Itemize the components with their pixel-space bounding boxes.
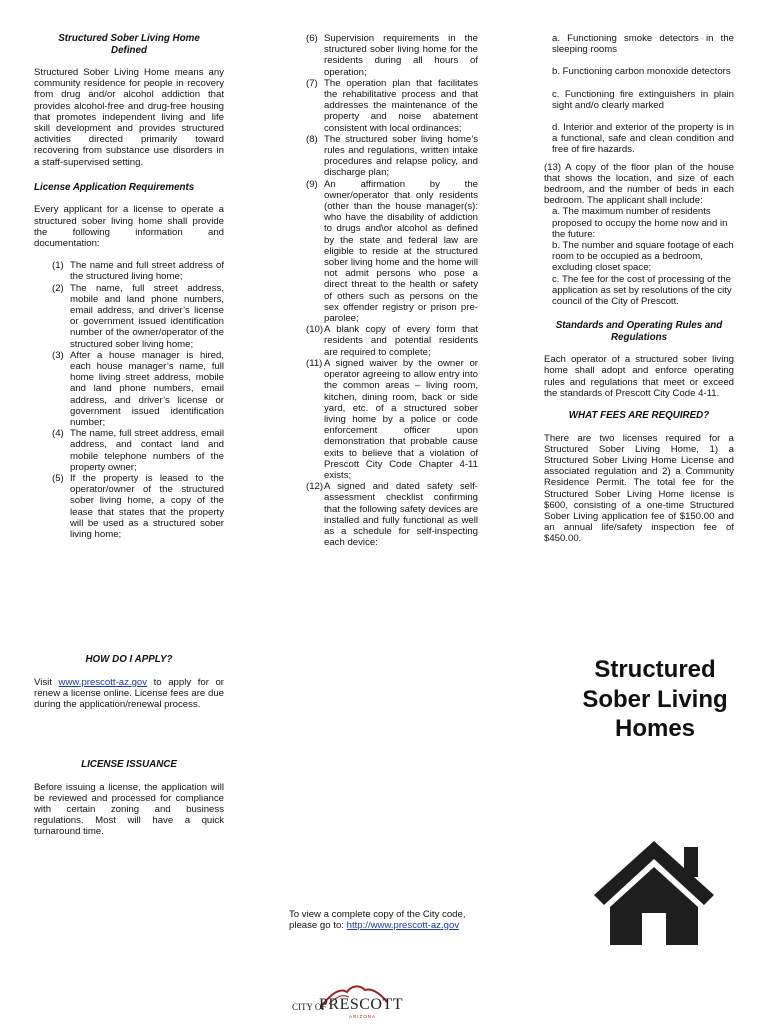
list-item: (4) The name, full street address, email address, and contact land and mobile telephone numbers of the property owner; xyxy=(52,428,224,473)
right-panel xyxy=(544,33,734,545)
title-line: Homes xyxy=(614,715,696,742)
issuance-text: Before issuing a license, the application will be reviewed and processed for compliance with certain zoning and business regulations. Most will have a quick turnaround time. xyxy=(34,781,224,838)
issuance-section xyxy=(34,759,224,838)
logo-city-text: CITY OF xyxy=(292,1002,327,1012)
list-item: (1) The name and full street address of the structured living home; xyxy=(52,260,224,283)
city-code-link[interactable]: http://www.prescott-az.gov xyxy=(346,920,460,931)
apply-heading: HOW DO I APPLY? xyxy=(85,654,173,665)
floor-plan-item: (13) A copy of the floor plan of the house that shows the location, and size of each bedroom, and the number of beds in each bedroom. The applicant shall include: xyxy=(544,161,734,207)
defined-text: Structured Sober Living Home means any community residence for people in recovery from drug and/or alcohol addiction that provides alcohol-free and drug-free housing that promotes independent living and life skill development and provides structured activities directed primarily toward recovering from substance use disorders in a staff-supervised setting. xyxy=(34,67,224,168)
logo-prescott-text: PRESCOTT xyxy=(319,996,404,1013)
standards-heading: Standards and Operating Rules and Regulations xyxy=(555,320,723,343)
list-item: (11) A signed waiver by the owner or operator agreeing to allow entry into the common areas – living room, kitchen, dining room, back or side yard, etc. of a structured sober living home by a police or code enforcement officer upon demonstration that probable cause exits to believe that a violation of Prescott City Code Chapter 4-11 exists; xyxy=(306,357,478,481)
left-panel xyxy=(34,33,224,540)
list-item: (6) Supervision requirements in the structured sober living home for the residents during all hours of operation; xyxy=(306,33,478,78)
city-code-note-line2: please go to: http://www.prescott-az.gov xyxy=(289,920,460,931)
prescott-website-link[interactable]: www.prescott-az.gov xyxy=(58,676,148,688)
apply-text: Visit www.prescott-az.gov to apply for or renew a license online. License fees are due during the application/renewal process. xyxy=(34,676,224,710)
city-code-note xyxy=(289,909,499,931)
list-item: (9) An affirmation by the owner/operator that only residents (other than the house manager(s): who have the disability of addiction to drugs and\or alcohol as defined by the state and federal law are eligible to reside at the structured sober living home and the home will not admit persons who pose a direct threat to the health or safety of others such as persons on the sex offender registry or prison pre-parolee; xyxy=(306,178,478,325)
city-of-prescott-logo xyxy=(289,982,404,1024)
brochure-title xyxy=(560,655,750,744)
house-icon xyxy=(590,833,718,945)
list-item: d. Interior and exterior of the property is in a functional, safe and clean condition and free of fire hazards. xyxy=(552,122,734,156)
list-item: a. Functioning smoke detectors in the sleeping rooms xyxy=(552,33,734,56)
list-item: (5) If the property is leased to the operator/owner of the structured sober living home, a copy of the lease that states that the property will be used as a structured sober living home; xyxy=(52,473,224,541)
title-line: Structured xyxy=(594,656,716,683)
list-item: b. Functioning carbon monoxide detectors xyxy=(552,66,731,78)
safety-devices-list xyxy=(552,33,734,156)
standards-text: Each operator of a structured sober living home shall adopt and enforce operating rules and regulations that meet or exceed the standards of Prescott City Code 4-11. xyxy=(544,354,734,399)
list-item: (2) The name, full street address, mobile and land phone numbers, email address, and driver’s license or government issued identification number of the owner/operator of the structured sober living home; xyxy=(52,282,224,350)
list-item: c. The fee for the cost of processing of the application as set by resolutions of the city council of the City of Prescott. xyxy=(552,273,732,308)
title-line: Sober Living xyxy=(582,685,728,713)
list-item: b. The number and square footage of each room to be occupied as a bedroom, excluding closet space; xyxy=(552,240,734,274)
list-item: (12) A signed and dated safety self-assessment checklist confirming that the following safety devices are installed and fully functional as well as a schedule for self-inspecting each device: xyxy=(306,481,478,549)
fees-heading: WHAT FEES ARE REQUIRED? xyxy=(568,410,710,422)
fees-text: There are two licenses required for a Structured Sober Living Home, 1) a Structured Sober Living Home License and associated regulation and 2) a Community Residence Permit. The total fee for the Structured Sober Living Home license is $600, consisting of a one-time Structured Sober Living application fee of $150.00 and an annual life/safety inspection fee of $450.00. xyxy=(544,432,734,545)
license-intro: Every applicant for a license to operate a structured sober living home shall provide the following information and documentation: xyxy=(34,204,224,249)
requirements-list-1 xyxy=(52,260,224,540)
license-requirements-heading: License Application Requirements xyxy=(34,181,195,193)
middle-panel xyxy=(306,33,478,548)
city-code-note-line1: To view a complete copy of the City code, xyxy=(289,909,466,920)
list-item: (8) The structured sober living home’s rules and regulations, written intake procedures and relapse policy, and discharge plan; xyxy=(306,133,478,179)
logo-state-text: ARIZONA xyxy=(349,1014,377,1019)
list-item: a. The maximum number of residents proposed to occupy the home now and in the future: xyxy=(552,206,728,240)
requirements-list-2 xyxy=(306,33,478,548)
list-item: (7) The operation plan that facilitates the rehabilitative process and that addresses the maintenance of the property and noise abatement consistent with local ordinances; xyxy=(306,77,478,134)
issuance-heading: LICENSE ISSUANCE xyxy=(81,759,177,770)
defined-heading: Structured Sober Living Home Defined xyxy=(58,33,200,56)
list-item: (3) After a house manager is hired, each house manager’s name, full home living street address, mobile and land phone numbers, email address, and driver’s license or government issued identification number; xyxy=(52,349,224,428)
list-item: (10) A blank copy of every form that residents and potential residents are required to complete; xyxy=(306,324,478,358)
list-item: c. Functioning fire extinguishers in plain sight and/o clearly marked xyxy=(552,88,734,111)
apply-section xyxy=(34,654,224,710)
